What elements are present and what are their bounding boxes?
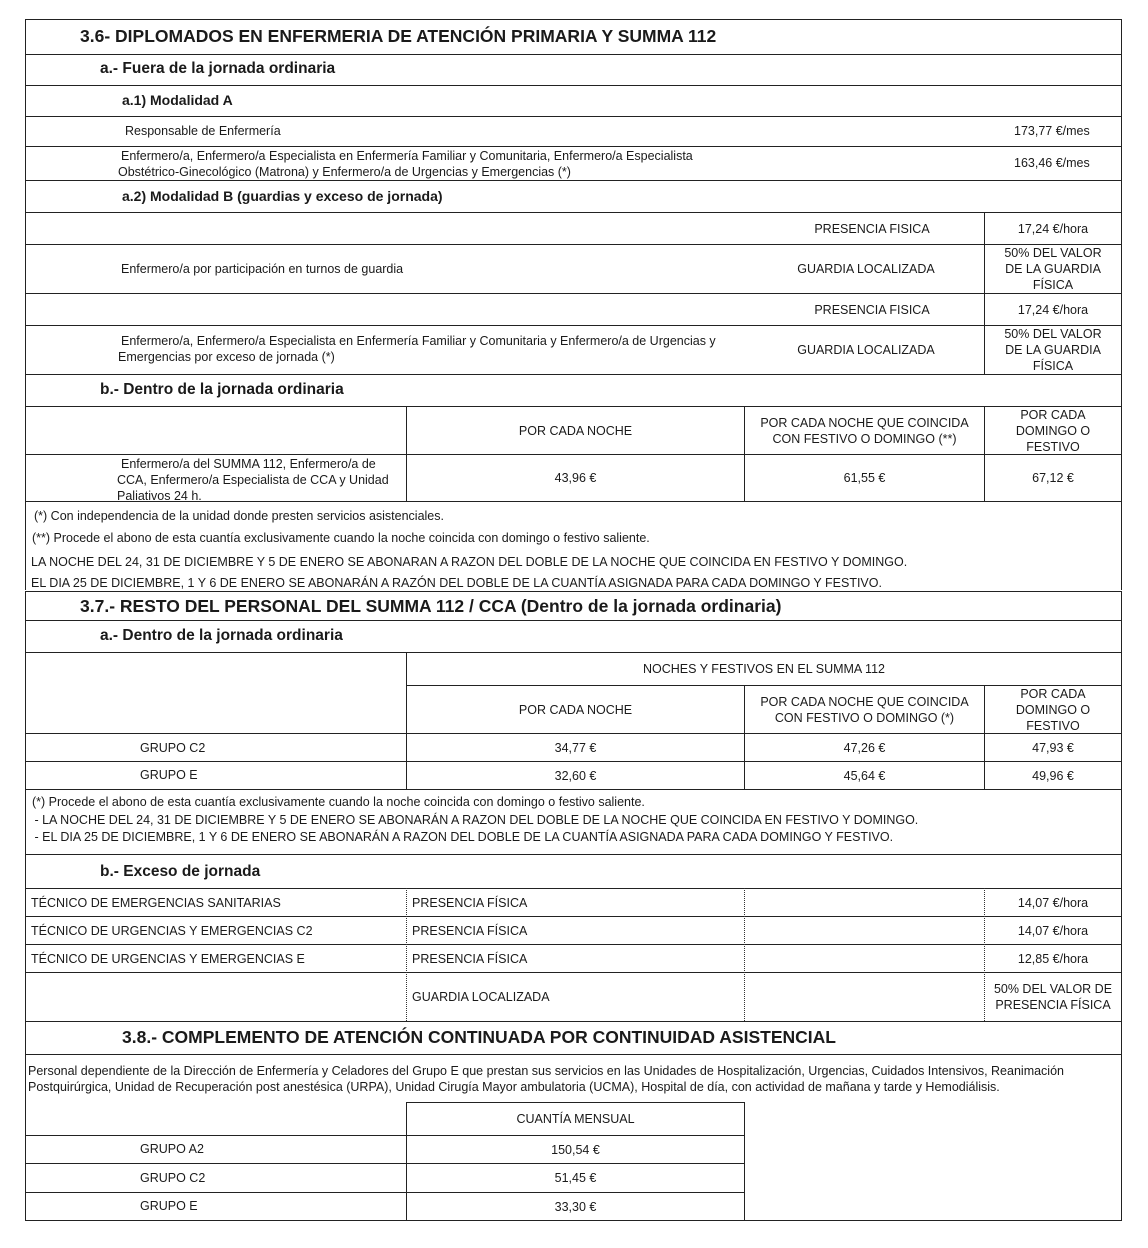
modality-title: a.1) Modalidad A: [122, 92, 233, 108]
divider: [25, 972, 1122, 973]
divider: [25, 146, 1122, 147]
row-value: 173,77 €/mes: [1014, 124, 1090, 138]
footnote: (*) Con independencia de la unidad donde presten servicios asistenciales.: [34, 509, 444, 523]
cell-value: 34,77 €: [554, 740, 597, 755]
guard-value: 17,24 €/hora: [1017, 221, 1089, 236]
row-label: GRUPO E: [140, 768, 198, 782]
table-border: [1121, 591, 1122, 1021]
column-header: POR CADA NOCHE QUE COINCIDA CON FESTIVO O DOMINGO (*): [760, 694, 969, 725]
cell-value: 14,07 €/hora: [1017, 895, 1089, 910]
row-label: TÉCNICO DE EMERGENCIAS SANITARIAS: [31, 896, 281, 910]
divider: [25, 789, 1122, 790]
cell-value: 67,12 €: [1032, 471, 1074, 485]
divider: [25, 85, 1122, 86]
section-title: 3.8.- COMPLEMENTO DE ATENCIÓN CONTINUADA POR CONTINUIDAD ASISTENCIAL: [122, 1027, 836, 1047]
column-header: POR CADA DOMINGO O FESTIVO: [1015, 686, 1091, 733]
divider: [25, 944, 1122, 945]
cell-value: 43,96 €: [554, 471, 597, 485]
row-label: Emergencias por exceso de jornada (*): [118, 350, 335, 364]
row-label: TÉCNICO DE URGENCIAS Y EMERGENCIAS C2: [31, 924, 313, 938]
footnote: - LA NOCHE DEL 24, 31 DE DICIEMBRE Y 5 DE ENERO SE ABONARÁN A RAZON DEL DOBLE DE LA NOCHE QUE COINCIDA EN FESTIVO Y DOMINGO.: [31, 813, 919, 827]
column-header: POR CADA NOCHE: [518, 702, 633, 717]
guard-value: 17,24 €/hora: [1017, 302, 1089, 317]
guard-type: PRESENCIA FISICA: [814, 221, 930, 236]
guard-type: GUARDIA LOCALIZADA: [412, 990, 550, 1004]
cell-value: 150,54 €: [551, 1142, 600, 1157]
divider: [25, 591, 1122, 592]
row-label: Obstétrico-Ginecológico (Matrona) y Enfermero/a de Urgencias y Emergencias (*): [118, 165, 571, 179]
row-label: Enfermero/a, Enfermero/a Especialista en Enfermería Familiar y Comunitaria, Enfermero/a Especialista: [121, 149, 693, 163]
cell-value: 47,93 €: [1032, 740, 1074, 755]
guard-type: PRESENCIA FISICA: [814, 302, 930, 317]
divider: [25, 1021, 1122, 1022]
row-label: CCA, Enfermero/a Especialista de CCA y Unidad: [117, 473, 389, 487]
row-label: GRUPO E: [140, 1199, 198, 1213]
divider: [25, 116, 1122, 117]
footnote: - EL DIA 25 DE DICIEMBRE, 1 Y 6 DE ENERO SE ABONARÁN A RAZON DEL DOBLE DE LA CUANTÍA ASIGNADA PARA CADA DOMINGO Y FESTIVO.: [31, 830, 894, 844]
table-border: [1121, 1021, 1122, 1220]
guard-type: GUARDIA LOCALIZADA: [797, 343, 935, 357]
divider: [25, 888, 1122, 889]
cell-value: 12,85 €/hora: [1017, 951, 1089, 966]
subsection-title: b.- Dentro de la jornada ordinaria: [100, 381, 344, 398]
guard-type: GUARDIA LOCALIZADA: [797, 262, 935, 276]
footnote: (**) Procede el abono de esta cuantía exclusivamente cuando la noche coincida con domingo o festivo saliente.: [32, 531, 650, 545]
divider: [25, 854, 1122, 855]
subsection-title: b.- Exceso de jornada: [100, 863, 261, 880]
row-label: TÉCNICO DE URGENCIAS Y EMERGENCIAS E: [31, 952, 305, 966]
column-header: POR CADA DOMINGO O FESTIVO: [1015, 407, 1091, 454]
column-header: CUANTÍA MENSUAL: [516, 1112, 635, 1126]
guard-value: 50% DEL VALOR DE LA GUARDIA FÍSICA: [1004, 327, 1102, 373]
footnote: (*) Procede el abono de esta cuantía exclusivamente cuando la noche coincida con domingo o festivo saliente.: [32, 795, 645, 809]
row-label: GRUPO C2: [140, 1171, 206, 1185]
cell-value: 51,45 €: [554, 1171, 597, 1185]
cell-value: 32,60 €: [554, 768, 597, 783]
column-divider: [744, 888, 745, 1021]
divider: [25, 620, 1122, 621]
divider: [25, 19, 1122, 20]
modality-title: a.2) Modalidad B (guardias y exceso de jornada): [122, 188, 443, 204]
row-label: Enfermero/a, Enfermero/a Especialista en Enfermería Familiar y Comunitaria y Enfermero/a de Urgencias y: [121, 334, 716, 348]
guard-type: PRESENCIA FÍSICA: [412, 924, 528, 938]
row-label: Paliativos 24 h.: [117, 489, 202, 503]
footnote: LA NOCHE DEL 24, 31 DE DICIEMBRE Y 5 DE ENERO SE ABONARAN A RAZON DEL DOBLE DE LA NOCHE QUE COINCIDA EN FESTIVO Y DOMINGO.: [31, 555, 908, 569]
table-border: [25, 19, 26, 590]
table-border: [1121, 19, 1122, 590]
group-header: NOCHES Y FESTIVOS EN EL SUMMA 112: [643, 662, 885, 676]
cell-value: 49,96 €: [1032, 768, 1074, 783]
row-label: GRUPO C2: [140, 741, 206, 755]
divider: [25, 54, 1122, 55]
subsection-title: a.- Dentro de la jornada ordinaria: [100, 627, 343, 644]
cell-value: 33,30 €: [554, 1199, 597, 1214]
row-label: Enfermero/a por participación en turnos de guardia: [121, 262, 404, 276]
column-divider: [744, 1102, 745, 1220]
row-label: GRUPO A2: [140, 1142, 204, 1156]
row-label: Responsable de Enfermería: [125, 124, 281, 138]
divider: [25, 916, 1122, 917]
section-title: 3.7.- RESTO DEL PERSONAL DEL SUMMA 112 / CCA (Dentro de la jornada ordinaria): [80, 596, 782, 616]
subsection-title: a.- Fuera de la jornada ordinaria: [100, 60, 336, 77]
cell-value: 61,55 €: [843, 471, 886, 485]
cell-value: 14,07 €/hora: [1017, 923, 1089, 938]
description: Postquirúrgica, Unidad de Recuperación post anestésica (URPA), Unidad Cirugía Mayor ambulatoria (UCMA), Hospital de día, con actividad de mañana y tarde y Hemodiálisis.: [28, 1080, 1000, 1094]
cell-value: 47,26 €: [843, 740, 886, 755]
table-border: [25, 1021, 26, 1220]
divider: [25, 180, 1122, 181]
table-border: [25, 591, 26, 1021]
cell-value: 50% DEL VALOR DE PRESENCIA FÍSICA: [993, 982, 1113, 1012]
cell-value: 45,64 €: [843, 768, 886, 783]
divider: [25, 1220, 1122, 1221]
column-divider: [406, 888, 407, 1021]
divider: [25, 1054, 1122, 1055]
row-value: 163,46 €/mes: [1014, 156, 1090, 170]
divider: [25, 374, 1122, 375]
row-label: Enfermero/a del SUMMA 112, Enfermero/a de: [121, 457, 376, 471]
column-header: POR CADA NOCHE QUE COINCIDA CON FESTIVO O DOMINGO (**): [760, 415, 969, 446]
guard-type: PRESENCIA FÍSICA: [412, 896, 528, 910]
column-header: POR CADA NOCHE: [518, 423, 633, 438]
section-title: 3.6- DIPLOMADOS EN ENFERMERIA DE ATENCIÓN PRIMARIA Y SUMMA 112: [80, 26, 717, 46]
guard-type: PRESENCIA FÍSICA: [412, 952, 528, 966]
footnote: EL DIA 25 DE DICIEMBRE, 1 Y 6 DE ENERO SE ABONARÁN A RAZÓN DEL DOBLE DE LA CUANTÍA ASIGNADA PARA CADA DOMINGO Y FESTIVO.: [31, 576, 882, 590]
guard-value: 50% DEL VALOR DE LA GUARDIA FÍSICA: [1004, 246, 1102, 292]
description: Personal dependiente de la Dirección de Enfermería y Celadores del Grupo E que prestan sus servicios en las Unidades de Hospitalización, Urgencias, Cuidados Intensivos, Reanimación: [28, 1064, 1064, 1078]
